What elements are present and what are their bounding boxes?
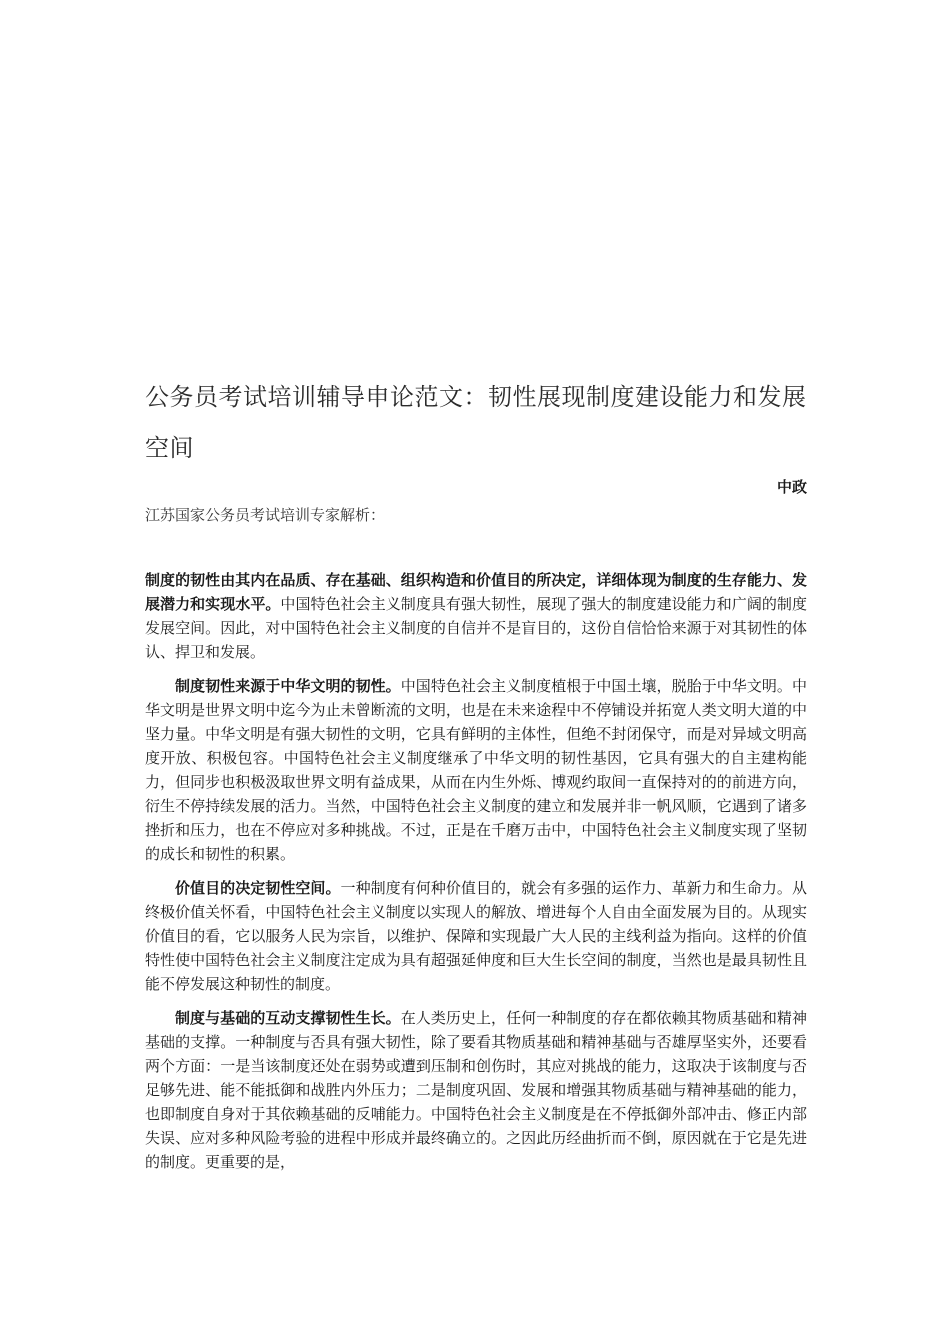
paragraph <box>145 568 807 664</box>
paragraph <box>145 674 807 866</box>
paragraph-body: 一种制度有何种价值目的，就会有多强的运作力、革新力和生命力。从终极价值关怀看，中国特色社会主义制度以实现人的解放、增进每个人自由全面发展为目的。从现实价值目的看，它以服务人民为宗旨，以维护、保障和实现最广大人民的主线利益为指向。这样的价值特性使中国特色社会主义制度注定成为具有超强延伸度和巨大生长空间的制度，当然也是最具韧性且能不停发展这种韧性的制度。 <box>145 879 807 993</box>
paragraph-lead: 制度韧性来源于中华文明的韧性。 <box>175 677 401 695</box>
paragraph-body: 在人类历史上，任何一种制度的存在都依赖其物质基础和精神基础的支撑。一种制度与否具有强大韧性，除了要看其物质基础和精神基础与否雄厚坚实外，还要看两个方面：一是当该制度还处在弱势或遭到压制和创伤时，其应对挑战的能力，这取决于该制度与否足够先进、能不能抵御和战胜内外压力；二是制度巩固、发展和增强其物质基础与精神基础的能力，也即制度自身对于其依赖基础的反哺能力。中国特色社会主义制度是在不停抵御外部冲击、修正内部失误、应对多种风险考验的进程中形成并最终确立的。之因此历经曲折而不倒，原因就在于它是先进的制度。更重要的是， <box>145 1009 807 1171</box>
paragraph-lead: 制度的韧性由其内在品质、存在基础、组织构造和价值目的所决定，详细体现为制度的生存能力、发展潜力和实现水平。 <box>145 571 807 613</box>
document-title: 公务员考试培训辅导申论范文：韧性展现制度建设能力和发展空间 <box>145 383 807 462</box>
paragraph <box>145 1006 807 1174</box>
paragraph-lead: 制度与基础的互动支撑韧性生长。 <box>175 1009 401 1027</box>
document-page <box>145 372 807 1174</box>
paragraph-lead: 价值目的决定韧性空间。 <box>175 879 341 897</box>
author-name: 中政 <box>776 478 807 496</box>
paragraph <box>145 876 807 996</box>
intro-line: 江苏国家公务员考试培训专家解析： <box>145 506 386 524</box>
paragraph-body: 中国特色社会主义制度植根于中国土壤，脱胎于中华文明。中华文明是世界文明中迄今为止未曾断流的文明，也是在未来途程中不停铺设并拓宽人类文明大道的中坚力量。中华文明是有强大韧性的文明，它具有鲜明的主体性，但绝不封闭保守，而是对异域文明高度开放、积极包容。中国特色社会主义制度继承了中华文明的韧性基因，它具有强大的自主建构能力，但同步也积极汲取世界文明有益成果，从而在内生外烁、博观约取间一直保持对的的前进方向，衍生不停持续发展的活力。当然，中国特色社会主义制度的建立和发展并非一帆风顺，它遇到了诸多挫折和压力，也在不停应对多种挑战。不过，正是在千磨万击中，中国特色社会主义制度实现了坚韧的成长和韧性的积累。 <box>145 677 807 863</box>
paragraph-body: 中国特色社会主义制度具有强大韧性，展现了强大的制度建设能力和广阔的制度发展空间。因此，对中国特色社会主义制度的自信并不是盲目的，这份自信恰恰来源于对其韧性的体认、捍卫和发展。 <box>145 595 807 661</box>
